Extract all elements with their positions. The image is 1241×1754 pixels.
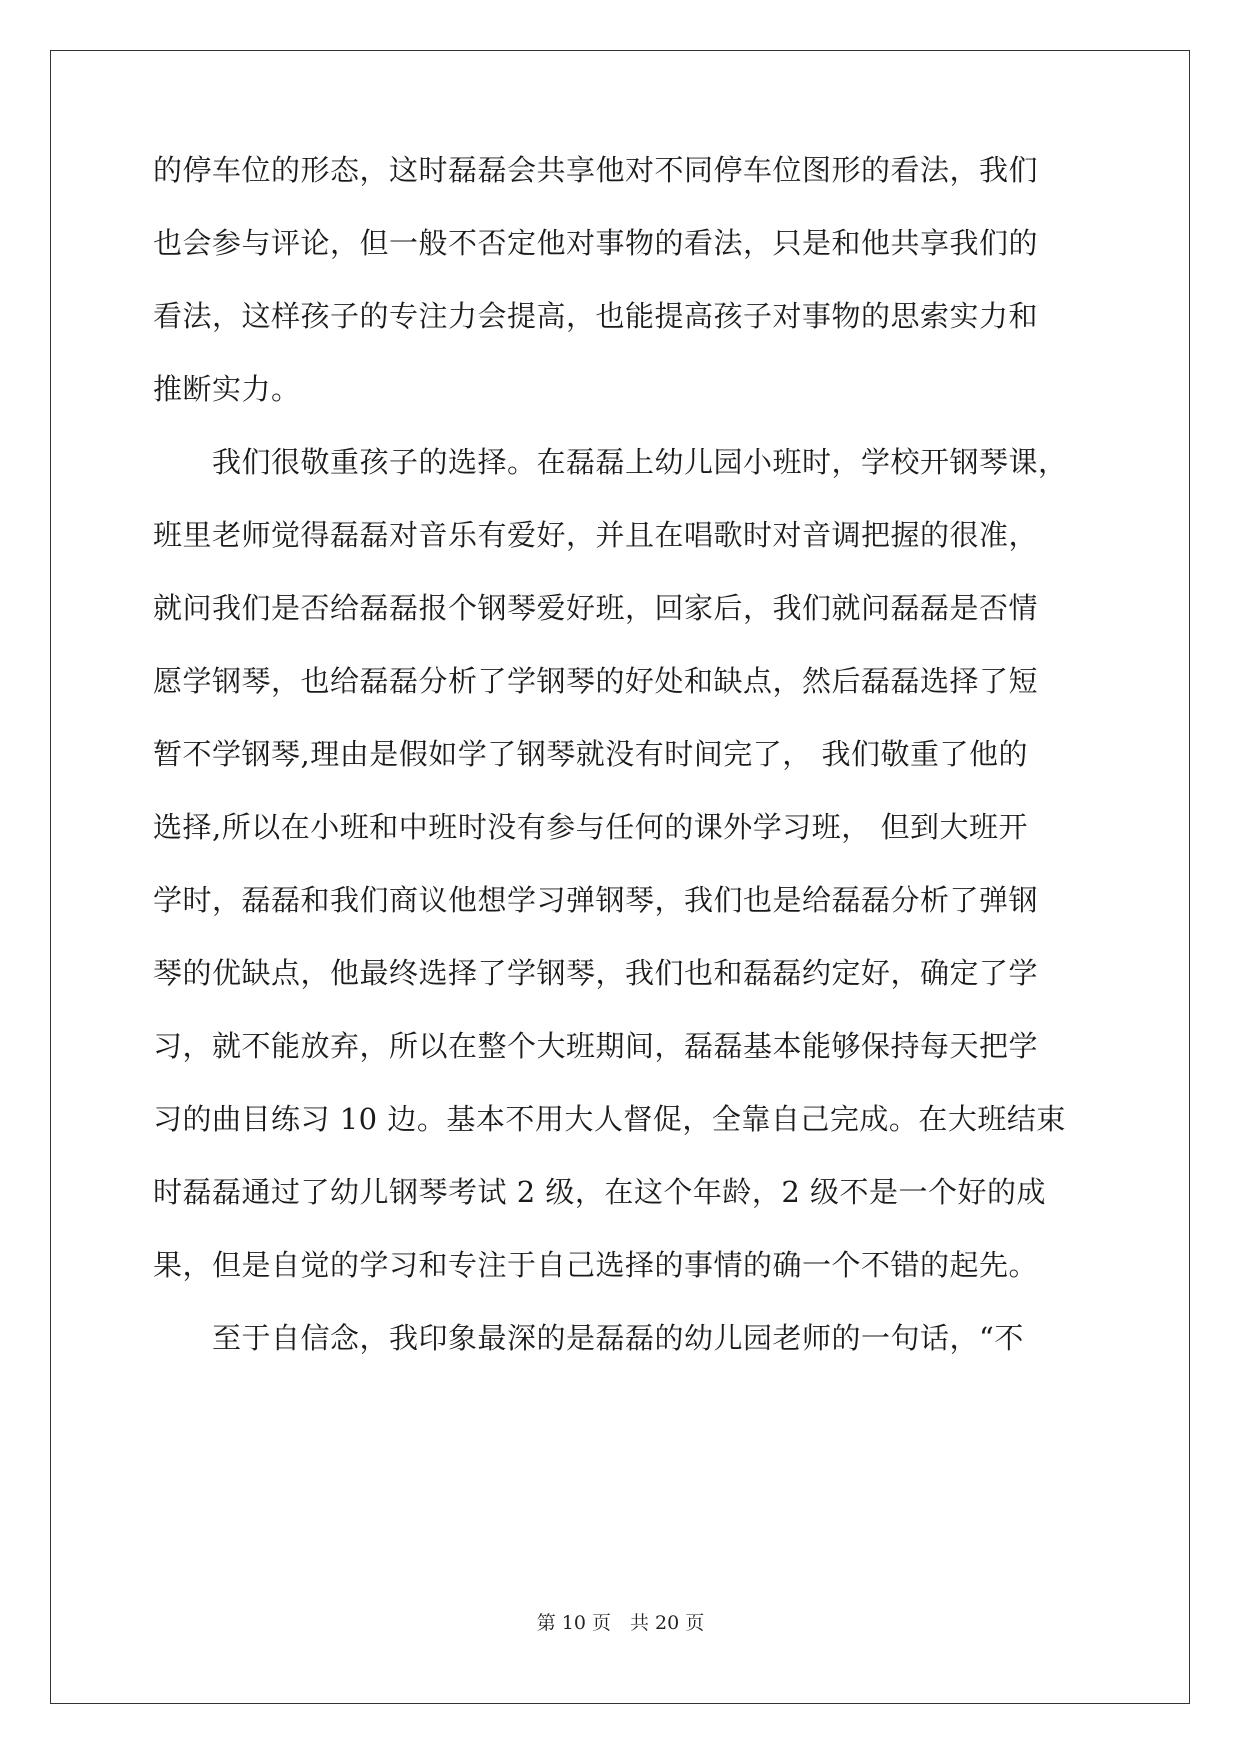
text-line: 习，就不能放弃，所以在整个大班期间，磊磊基本能够保持每天把学 (153, 1029, 1039, 1063)
text-line: 习的曲目练习 10 边。基本不用大人督促，全靠自己完成。在大班结束 (153, 1102, 1066, 1136)
text-line: 果，但是自觉的学习和专注于自己选择的事情的确一个不错的起先。 (153, 1248, 1039, 1282)
text-line: 琴的优缺点，他最终选择了学钢琴，我们也和磊磊约定好，确定了学 (153, 956, 1039, 990)
text-line: 就问我们是否给磊磊报个钢琴爱好班，回家后，我们就问磊磊是否情 (153, 591, 1039, 625)
text-line: 看法，这样孩子的专注力会提高，也能提高孩子对事物的思索实力和 (153, 299, 1039, 333)
text-line: 推断实力。 (153, 372, 301, 406)
paragraph-start-line: 我们很敬重孩子的选择。在磊磊上幼儿园小班时，学校开钢琴课， (212, 445, 1068, 479)
text-line: 暂不学钢琴,理由是假如学了钢琴就没有时间完了， 我们敬重了他的 (153, 737, 1028, 771)
text-line: 愿学钢琴，也给磊磊分析了学钢琴的好处和缺点，然后磊磊选择了短 (153, 664, 1039, 698)
text-line: 时磊磊通过了幼儿钢琴考试 2 级，在这个年龄，2 级不是一个好的成 (153, 1175, 1047, 1209)
text-line: 班里老师觉得磊磊对音乐有爱好，并且在唱歌时对音调把握的很准， (153, 518, 1039, 552)
paragraph-start-line: 至于自信念，我印象最深的是磊磊的幼儿园老师的一句话，“不 (212, 1321, 1024, 1355)
text-line: 也会参与评论，但一般不否定他对事物的看法，只是和他共享我们的 (153, 226, 1039, 260)
text-line: 的停车位的形态，这时磊磊会共享他对不同停车位图形的看法，我们 (153, 153, 1039, 187)
text-line: 选择,所以在小班和中班时没有参与任何的课外学习班， 但到大班开 (153, 810, 1028, 844)
text-line: 学时，磊磊和我们商议他想学习弹钢琴，我们也是给磊磊分析了弹钢 (153, 883, 1039, 917)
page-number: 第 10 页 共 20 页 (536, 1612, 705, 1634)
